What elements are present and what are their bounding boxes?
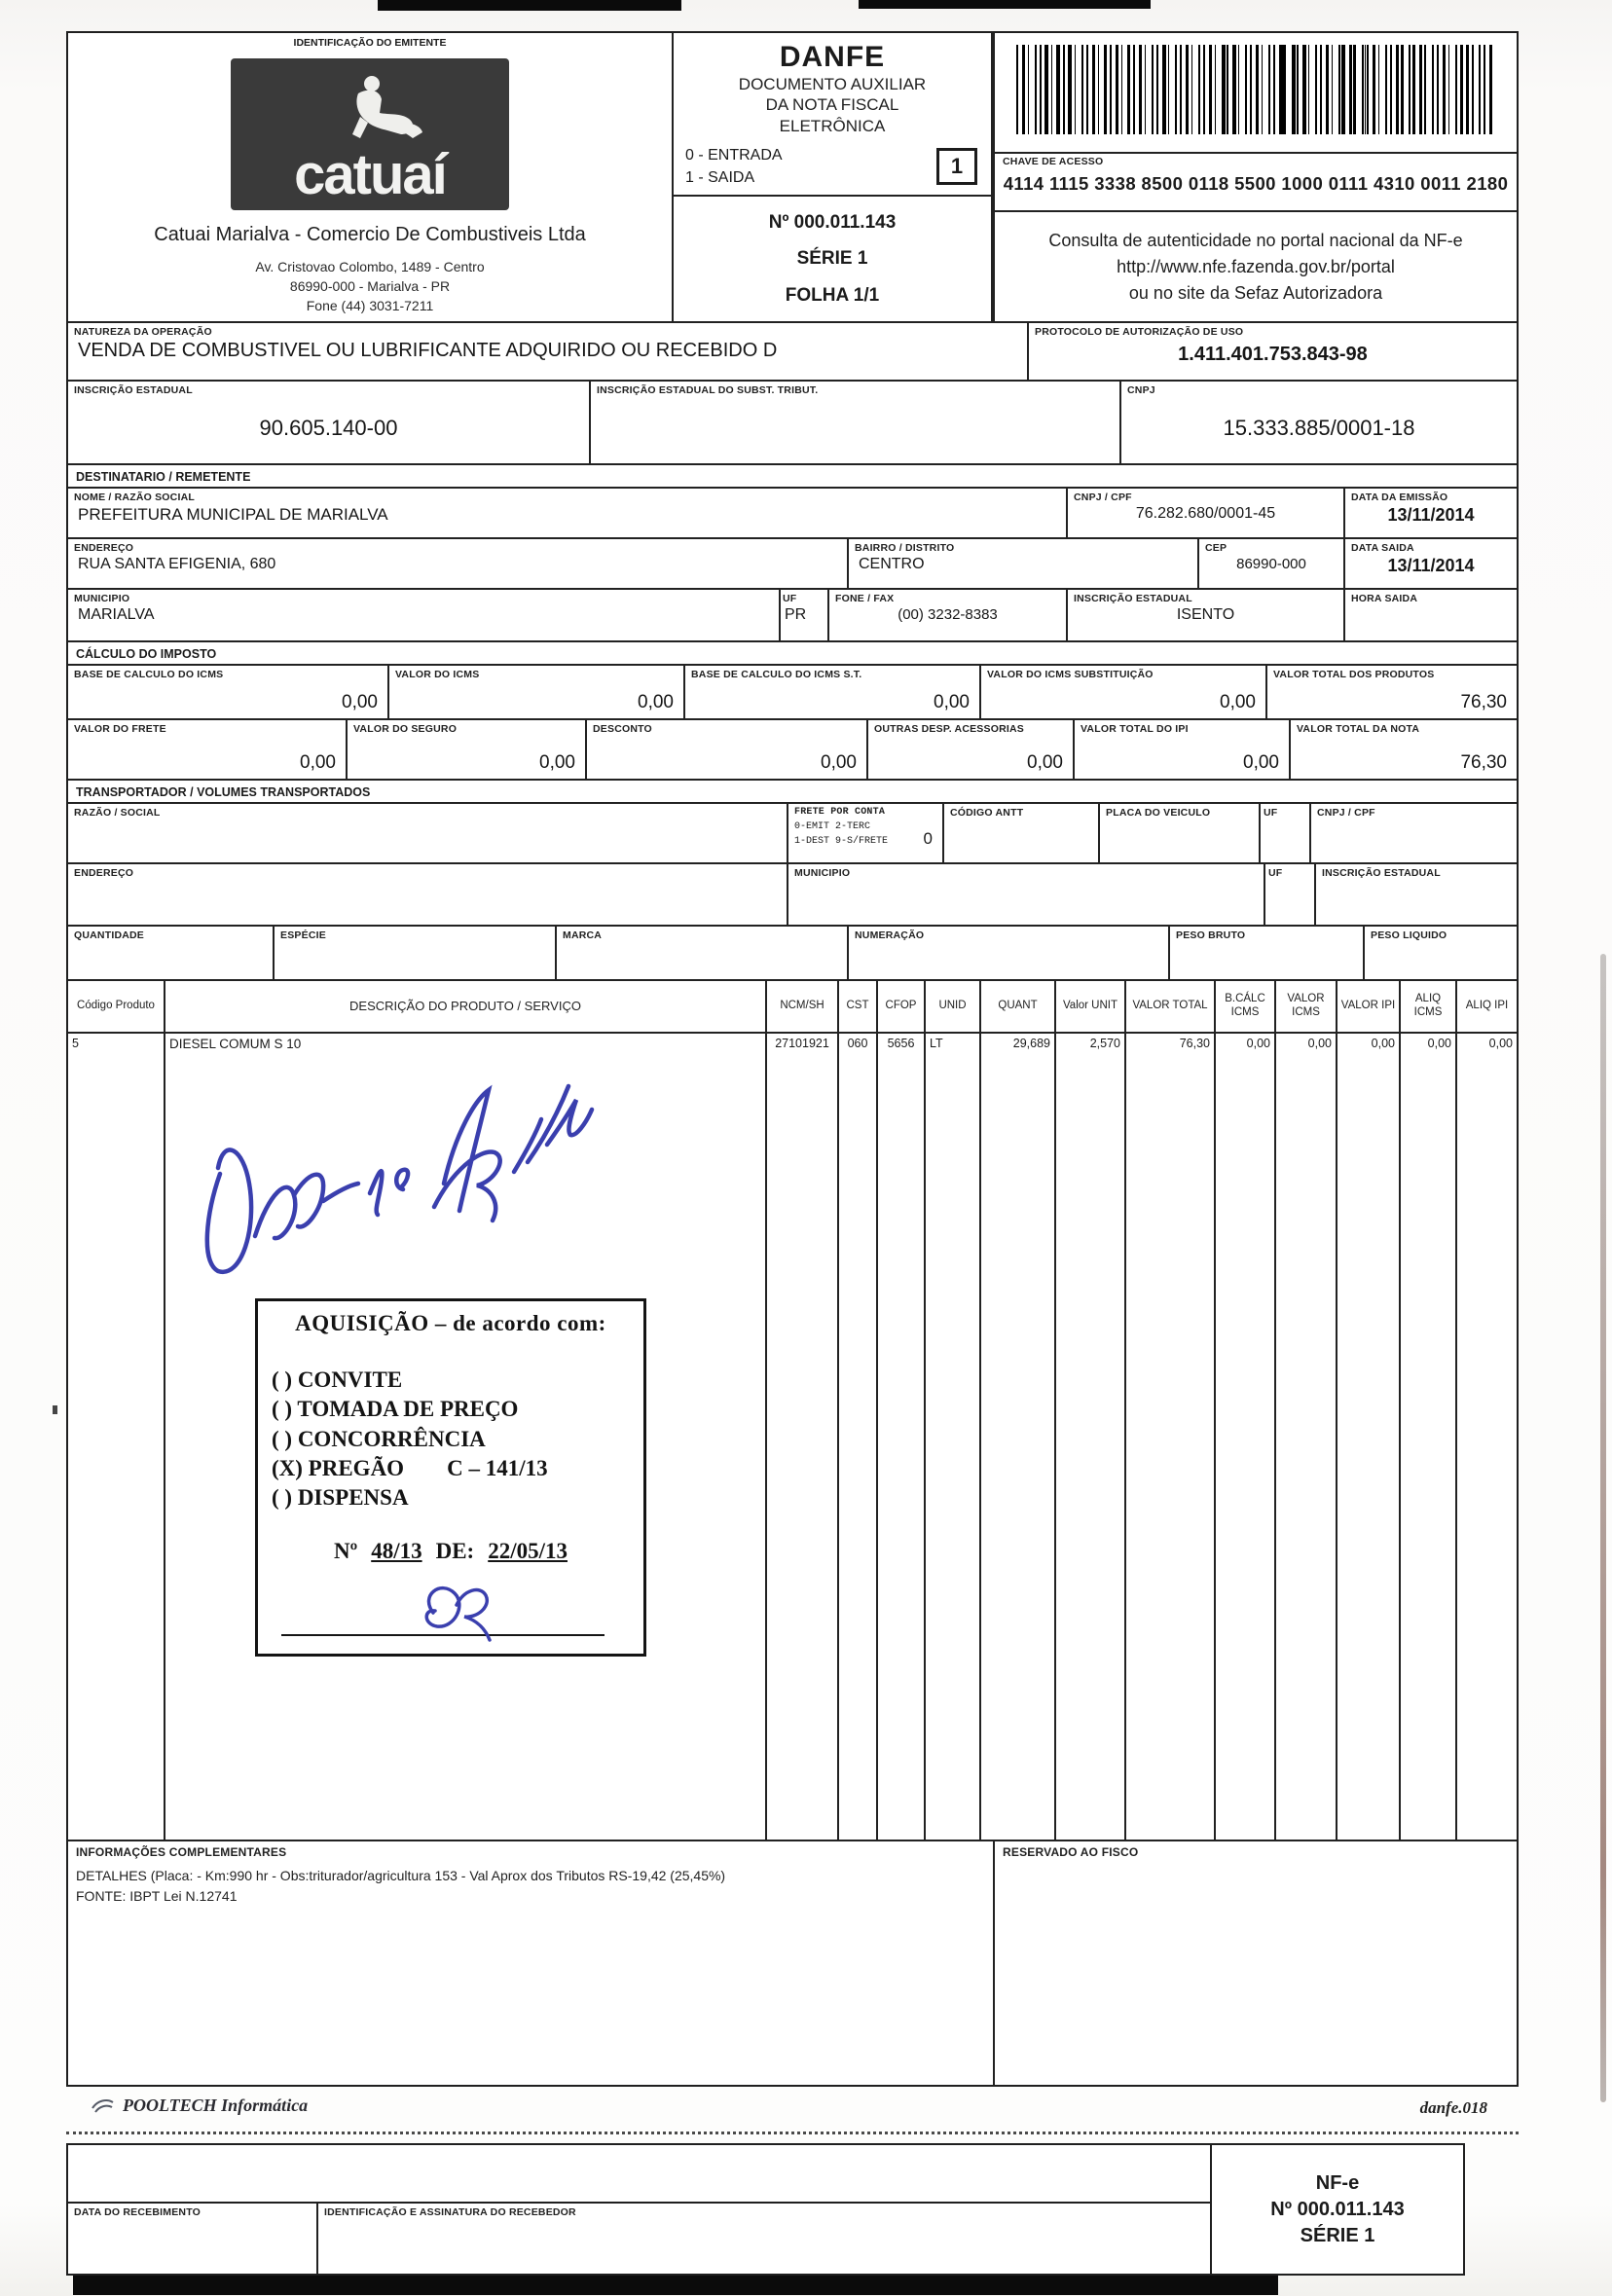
emission-date-label: DATA DA EMISSÃO <box>1351 492 1448 503</box>
net-weight-label: PESO LIQUIDO <box>1371 929 1447 941</box>
recipient-address-field <box>68 539 847 588</box>
other-expenses-label: OUTRAS DESP. ACESSORIAS <box>874 723 1024 735</box>
complementary-info-label: INFORMAÇÕES COMPLEMENTARES <box>76 1845 287 1859</box>
product-cst-cell <box>837 1034 876 1840</box>
products-total-field <box>1265 666 1517 718</box>
recipient-row2 <box>68 539 1517 590</box>
product-total-value: 76,30 <box>1179 1037 1210 1050</box>
icms-st-base-label: BASE DE CALCULO DO ICMS S.T. <box>691 669 862 680</box>
entrada-saida-block <box>674 136 991 195</box>
freight-value-field <box>68 720 346 779</box>
operation-nature-label: NATUREZA DA OPERAÇÃO <box>74 326 212 338</box>
cep-value: 86990-000 <box>1236 556 1306 573</box>
product-icms-rate: 0,00 <box>1427 1037 1451 1050</box>
danfe-title: DANFE <box>779 41 886 73</box>
nf-number: Nº 000.011.143 <box>768 211 897 233</box>
perforation-line <box>66 2132 1519 2134</box>
receipt-stub <box>66 2143 1465 2276</box>
ipi-total-label: VALOR TOTAL DO IPI <box>1081 723 1189 735</box>
product-ipi-rate-cell <box>1455 1034 1517 1840</box>
col-header-valor-icms: VALOR ICMS <box>1274 981 1336 1032</box>
gross-weight-label: PESO BRUTO <box>1176 929 1246 941</box>
carrier-cnpj-label: CNPJ / CPF <box>1317 807 1375 819</box>
freight-type-label: FRETE POR CONTA <box>794 807 886 818</box>
icms-base-value: 0,00 <box>342 692 378 712</box>
cnpj-value: 15.333.885/0001-18 <box>1223 416 1415 441</box>
logo-rider-icon <box>311 74 428 150</box>
handwritten-signature <box>160 1020 598 1312</box>
col-header-aliq-icms: ALIQ ICMS <box>1399 981 1455 1032</box>
receipt-blank-area <box>68 2145 1210 2202</box>
subst-registration-label: INSCRIÇÃO ESTADUAL DO SUBST. TRIBUT. <box>597 384 819 396</box>
product-ipi-value-cell <box>1336 1034 1399 1840</box>
departure-date-field <box>1343 539 1517 588</box>
col-header-valor-ipi: VALOR IPI <box>1336 981 1399 1032</box>
carrier-section-title: TRANSPORTADOR / VOLUMES TRANSPORTADOS <box>68 781 1517 804</box>
product-table-body <box>68 1034 1517 1841</box>
freight-value-label: VALOR DO FRETE <box>74 723 166 735</box>
state-registration-value: 90.605.140-00 <box>259 416 398 441</box>
phone-label: FONE / FAX <box>835 593 895 604</box>
authenticity-line2: http://www.nfe.fazenda.gov.br/portal <box>1117 256 1395 276</box>
invoice-total-field <box>1289 720 1517 779</box>
scan-artifact-right-edge <box>1600 954 1606 2102</box>
header-section <box>68 33 1517 323</box>
carrier-uf2-field <box>1264 864 1314 925</box>
subst-registration-field <box>589 382 1119 463</box>
carrier-row2 <box>68 864 1517 927</box>
carrier-ie-label: INSCRIÇÃO ESTADUAL <box>1322 867 1441 879</box>
phone-field <box>827 590 1066 640</box>
col-header-valor-total: VALOR TOTAL <box>1124 981 1214 1032</box>
operation-nature-value: VENDA DE COMBUSTIVEL OU LUBRIFICANTE ADQUIRIDO OU RECEBIDO D <box>78 340 778 362</box>
product-icms-base: 0,00 <box>1246 1037 1270 1050</box>
stamp-date-value: 22/05/13 <box>488 1538 568 1563</box>
product-unit-value-cell <box>1054 1034 1124 1840</box>
carrier-address-field <box>68 864 787 925</box>
brand-label: MARCA <box>563 929 603 941</box>
danfe-version: danfe.018 <box>1419 2098 1487 2117</box>
product-quantity: 29,689 <box>1012 1037 1050 1050</box>
operation-row <box>68 323 1517 382</box>
product-description-cell <box>164 1034 765 1840</box>
discount-value: 0,00 <box>821 752 857 773</box>
col-header-unid: UNID <box>924 981 979 1032</box>
recipient-ie-value: ISENTO <box>1176 606 1235 624</box>
stamp-number-value: 48/13 <box>371 1538 422 1563</box>
numbering-field <box>847 927 1168 979</box>
logo-text: catuaí <box>294 142 446 206</box>
gross-weight-field <box>1168 927 1363 979</box>
cnpj-field <box>1119 382 1517 463</box>
col-header-descricao: DESCRIÇÃO DO PRODUTO / SERVIÇO <box>164 981 765 1032</box>
ipi-total-field <box>1073 720 1289 779</box>
col-header-codigo: Código Produto <box>77 1000 155 1012</box>
col-header-bcalc-icms: B.CÁLC ICMS <box>1214 981 1274 1032</box>
stamp-option-pregao: (X) PREGÃO <box>272 1456 405 1481</box>
uf-value: PR <box>785 606 807 624</box>
municipality-value: MARIALVA <box>78 606 155 624</box>
emission-date-field <box>1343 489 1517 537</box>
receiver-signature-field <box>316 2204 1210 2274</box>
scan-speck <box>53 1405 57 1414</box>
numbering-label: NUMERAÇÃO <box>855 929 925 941</box>
quantity-label: QUANTIDADE <box>74 929 144 941</box>
recipient-ie-label: INSCRIÇÃO ESTADUAL <box>1074 593 1192 604</box>
authorization-protocol-value: 1.411.401.753.843-98 <box>1178 344 1368 366</box>
recipient-cnpj-value: 76.282.680/0001-45 <box>1135 505 1276 523</box>
carrier-row3 <box>68 927 1517 981</box>
product-ncm-cell <box>765 1034 837 1840</box>
receipt-date-field <box>68 2204 316 2274</box>
species-label: ESPÉCIE <box>280 929 326 941</box>
discount-field <box>585 720 866 779</box>
authorization-protocol-label: PROTOCOLO DE AUTORIZAÇÃO DE USO <box>1035 326 1244 338</box>
departure-time-value <box>1351 604 1511 608</box>
departure-date-value: 13/11/2014 <box>1387 556 1475 576</box>
product-total-value-cell <box>1124 1034 1214 1840</box>
product-unit-value: 2,570 <box>1089 1037 1120 1050</box>
municipality-label: MUNICIPIO <box>74 593 130 604</box>
other-expenses-field <box>866 720 1073 779</box>
nf-type-box: 1 <box>936 148 977 185</box>
departure-time-field <box>1343 590 1517 640</box>
carrier-municipality-label: MUNICIPIO <box>794 867 851 879</box>
species-field <box>273 927 555 979</box>
cnpj-label: CNPJ <box>1127 384 1155 396</box>
icms-value-value: 0,00 <box>638 692 674 712</box>
stub-nfe-block <box>1210 2145 1463 2274</box>
district-label: BAIRRO / DISTRITO <box>855 542 955 554</box>
recipient-row1 <box>68 489 1517 539</box>
software-credit-text: POOLTECH Informática <box>123 2096 309 2115</box>
products-total-value: 76,30 <box>1460 692 1507 712</box>
icms-st-base-field <box>683 666 979 718</box>
recipient-cnpj-field <box>1066 489 1343 537</box>
net-weight-field <box>1363 927 1517 979</box>
access-key-value: 4114 1115 3338 8500 0118 5500 1000 0111 4310 0011 2180 <box>1003 173 1509 195</box>
stamp-number-label: Nº <box>334 1538 358 1563</box>
danfe-document <box>66 31 1519 2087</box>
stub-nfe-title: NF-e <box>1315 2171 1360 2194</box>
phone-value: (00) 3232-8383 <box>898 606 998 624</box>
product-code-cell <box>68 1034 164 1840</box>
icms-value-field <box>387 666 683 718</box>
stub-nfe-number: Nº 000.011.143 <box>1270 2198 1405 2220</box>
brand-field <box>555 927 847 979</box>
emission-date-value: 13/11/2014 <box>1387 505 1475 526</box>
carrier-cnpj-field <box>1309 804 1517 862</box>
access-key-box <box>995 152 1517 212</box>
product-unit-cell <box>924 1034 979 1840</box>
carrier-ie-field <box>1314 864 1517 925</box>
uf-label: UF <box>783 593 797 604</box>
product-icms-value: 0,00 <box>1307 1037 1332 1050</box>
danfe-subtitle-line1: DOCUMENTO AUXILIAR <box>738 75 927 93</box>
cep-field <box>1197 539 1343 588</box>
stamp-option-tomada: ( ) TOMADA DE PREÇO <box>272 1397 519 1422</box>
product-icms-rate-cell <box>1399 1034 1455 1840</box>
carrier-uf-label: UF <box>1264 807 1278 819</box>
stamp-title: AQUISIÇÃO – de acordo com: <box>295 1311 606 1335</box>
product-cfop-cell <box>876 1034 924 1840</box>
recipient-address-value: RUA SANTA EFIGENIA, 680 <box>78 556 276 573</box>
software-credit <box>90 2093 308 2116</box>
stamp-date-label: DE: <box>435 1538 475 1563</box>
ipi-total-value: 0,00 <box>1243 752 1279 773</box>
company-logo <box>231 58 509 210</box>
acquisition-stamp <box>255 1298 646 1657</box>
stamp-initials-signature <box>404 1576 511 1646</box>
reserved-fisco-field <box>993 1841 1517 2085</box>
recipient-ie-field <box>1066 590 1343 640</box>
departure-time-label: HORA SAIDA <box>1351 593 1418 604</box>
product-ncm: 27101921 <box>775 1037 829 1050</box>
carrier-municipality-field <box>787 864 1264 925</box>
quantity-field <box>68 927 273 979</box>
authenticity-line3: ou no site da Sefaz Autorizadora <box>1128 282 1383 303</box>
freight-type-line1: 0-EMIT 2-TERC <box>794 820 871 832</box>
product-icms-base-cell <box>1214 1034 1274 1840</box>
barcode-icon <box>1016 45 1495 134</box>
complementary-info-line2: FONTE: IBPT Lei N.12741 <box>76 1887 238 1904</box>
recipient-name-field <box>68 489 1066 537</box>
icms-base-field <box>68 666 387 718</box>
stamp-pregao-ref: C – 141/13 <box>447 1456 548 1481</box>
pooltech-logo-icon <box>90 2093 115 2116</box>
carrier-uf2-label: UF <box>1268 867 1283 879</box>
insurance-value-value: 0,00 <box>539 752 575 773</box>
product-ipi-value: 0,00 <box>1371 1037 1395 1050</box>
barcode-block <box>993 33 1517 321</box>
danfe-subtitle-line2: DA NOTA FISCAL <box>765 95 899 115</box>
carrier-address-label: ENDEREÇO <box>74 867 134 879</box>
product-description: DIESEL COMUM S 10 <box>169 1037 302 1051</box>
carrier-name-field <box>68 804 787 862</box>
icms-st-base-value: 0,00 <box>934 692 970 712</box>
state-registration-field <box>68 382 589 463</box>
stamp-option-convite: ( ) CONVITE <box>272 1367 403 1392</box>
scan-artifact-top-left <box>378 0 681 11</box>
emitter-name: Catuai Marialva - Comercio De Combustiveis Ltda <box>154 224 586 245</box>
stamp-option-dispensa: ( ) DISPENSA <box>272 1485 409 1511</box>
nf-series: SÉRIE 1 <box>796 248 868 270</box>
district-field <box>847 539 1197 588</box>
product-icms-value-cell <box>1274 1034 1336 1840</box>
authenticity-note <box>995 212 1517 321</box>
stamp-option-concorrencia: ( ) CONCORRÊNCIA <box>272 1426 486 1451</box>
freight-type-field <box>787 804 942 862</box>
icms-subst-label: VALOR DO ICMS SUBSTITUIÇÃO <box>987 669 1154 680</box>
product-cfop: 5656 <box>887 1037 915 1050</box>
district-value: CENTRO <box>859 556 925 573</box>
recipient-row3 <box>68 590 1517 642</box>
authenticity-line1: Consulta de autenticidade no portal nacional da NF-e <box>1048 230 1463 250</box>
complementary-info-line1: DETALHES (Placa: - Km:990 hr - Obs:triturador/agricultura 153 - Val Aprox dos Tributos RS-19,42 (25,45%) <box>76 1867 726 1883</box>
emitter-address: Av. Cristovao Colombo, 1489 - Centro <box>255 259 485 274</box>
carrier-name-label: RAZÃO / SOCIAL <box>74 807 161 819</box>
recipient-address-label: ENDEREÇO <box>74 542 134 554</box>
product-unit: LT <box>930 1037 943 1050</box>
col-header-quant: QUANT <box>979 981 1054 1032</box>
danfe-block <box>672 33 993 321</box>
cep-label: CEP <box>1205 542 1227 554</box>
invoice-total-value: 76,30 <box>1460 752 1507 773</box>
authorization-protocol-field <box>1027 323 1517 380</box>
registration-row <box>68 382 1517 465</box>
recipient-name-value: PREFEITURA MUNICIPAL DE MARIALVA <box>78 505 388 525</box>
freight-value-value: 0,00 <box>300 752 336 773</box>
emitter-phone: Fone (44) 3031-7211 <box>306 298 434 313</box>
municipality-field <box>68 590 779 640</box>
receiver-signature-label: IDENTIFICAÇÃO E ASSINATURA DO RECEBEDOR <box>324 2206 576 2218</box>
col-header-valor-unit: Valor UNIT <box>1054 981 1124 1032</box>
product-cst: 060 <box>847 1037 868 1050</box>
icms-base-label: BASE DE CALCULO DO ICMS <box>74 669 224 680</box>
complementary-info-row <box>68 1841 1517 2085</box>
tax-row2 <box>68 720 1517 781</box>
carrier-row1 <box>68 804 1517 864</box>
recipient-section-title: DESTINATARIO / REMETENTE <box>68 465 1517 489</box>
subst-registration-value <box>597 396 1114 400</box>
tax-section-title: CÁLCULO DO IMPOSTO <box>68 642 1517 666</box>
emitter-section-label: IDENTIFICAÇÃO DO EMITENTE <box>293 37 447 49</box>
state-registration-label: INSCRIÇÃO ESTADUAL <box>74 384 193 396</box>
vehicle-plate-label: PLACA DO VEICULO <box>1106 807 1211 819</box>
entrada-label: 0 - ENTRADA <box>685 146 783 164</box>
other-expenses-value: 0,00 <box>1027 752 1063 773</box>
products-total-label: VALOR TOTAL DOS PRODUTOS <box>1273 669 1435 680</box>
insurance-value-field <box>346 720 585 779</box>
scan-artifact-bottom <box>73 2275 1278 2295</box>
col-header-aliq-ipi: ALIQ IPI <box>1455 981 1517 1032</box>
departure-date-label: DATA SAIDA <box>1351 542 1414 554</box>
stub-nfe-series: SÉRIE 1 <box>1300 2224 1375 2246</box>
antt-code-label: CÓDIGO ANTT <box>950 807 1024 819</box>
receipt-date-label: DATA DO RECEBIMENTO <box>74 2206 201 2218</box>
product-quantity-cell <box>979 1034 1054 1840</box>
recipient-name-label: NOME / RAZÃO SOCIAL <box>74 492 195 503</box>
nf-number-block <box>674 195 991 321</box>
danfe-subtitle-line3: ELETRÔNICA <box>779 116 886 135</box>
product-code: 5 <box>72 1037 79 1050</box>
nf-sheet: FOLHA 1/1 <box>785 284 880 306</box>
emitter-block <box>68 33 672 321</box>
col-header-ncm: NCM/SH <box>765 981 837 1032</box>
insurance-value-label: VALOR DO SEGURO <box>353 723 458 735</box>
reserved-fisco-label: RESERVADO AO FISCO <box>1003 1845 1139 1859</box>
icms-value-label: VALOR DO ICMS <box>395 669 480 680</box>
complementary-info-field <box>68 1841 993 2085</box>
invoice-total-label: VALOR TOTAL DA NOTA <box>1297 723 1420 735</box>
recipient-cnpj-label: CNPJ / CPF <box>1074 492 1132 503</box>
scan-artifact-top-right <box>859 0 1151 9</box>
freight-type-line2: 1-DEST 9-S/FRETE <box>794 835 889 847</box>
uf-field <box>779 590 827 640</box>
product-ipi-rate: 0,00 <box>1488 1037 1513 1050</box>
emitter-city: 86990-000 - Marialva - PR <box>289 278 451 294</box>
icms-subst-field <box>979 666 1265 718</box>
icms-subst-value: 0,00 <box>1220 692 1256 712</box>
discount-label: DESCONTO <box>593 723 652 735</box>
freight-type-value: 0 <box>923 829 933 848</box>
operation-nature-field <box>68 323 1027 380</box>
vehicle-plate-field <box>1098 804 1259 862</box>
access-key-label: CHAVE DE ACESSO <box>1003 156 1104 167</box>
saida-label: 1 - SAIDA <box>685 168 755 186</box>
antt-code-field <box>942 804 1098 862</box>
col-header-cst: CST <box>837 981 876 1032</box>
carrier-uf-field <box>1259 804 1309 862</box>
tax-row1 <box>68 666 1517 720</box>
col-header-cfop: CFOP <box>876 981 924 1032</box>
